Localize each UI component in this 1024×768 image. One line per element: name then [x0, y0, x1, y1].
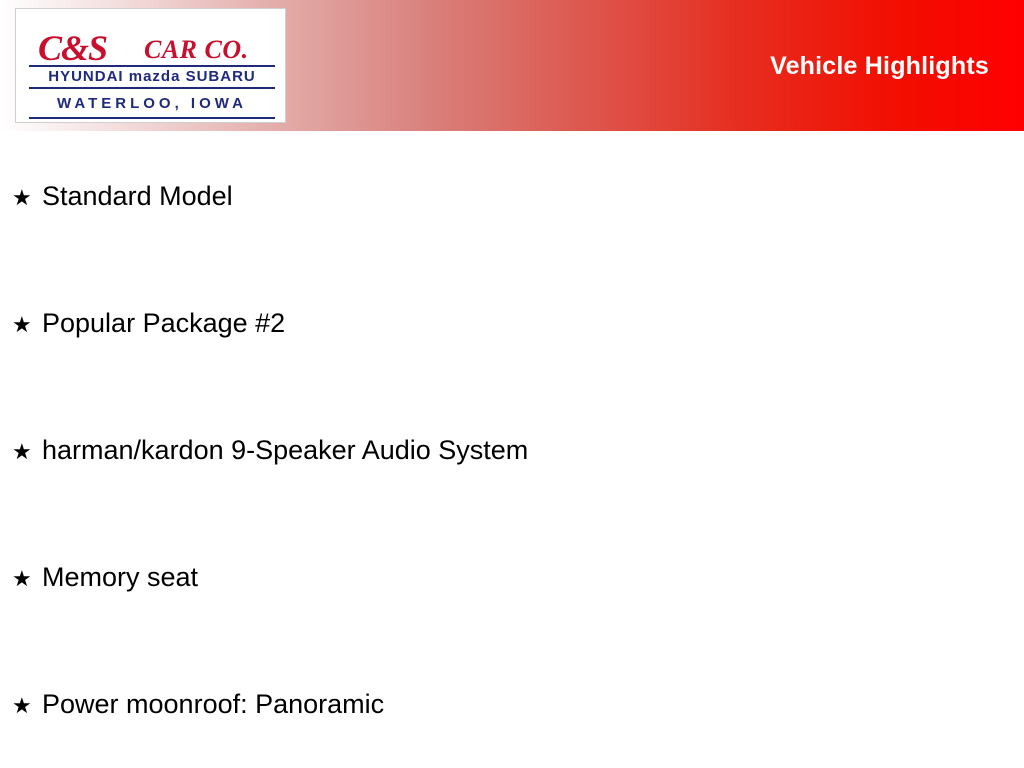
list-item-label: Popular Package #2: [42, 308, 286, 338]
list-item-label: harman/kardon 9-Speaker Audio System: [42, 435, 529, 465]
list-item: [12, 557, 198, 597]
list-item: [12, 303, 285, 343]
logo-name-sub: CAR CO.: [144, 35, 249, 64]
logo-city: WATERLOO, IOWA: [57, 95, 247, 112]
logo-name-main: C&S: [38, 28, 108, 68]
list-item-label: Memory seat: [42, 562, 199, 592]
highlights-list: [0, 131, 1024, 768]
star-icon: ★: [12, 185, 32, 210]
logo-divider: [29, 117, 275, 119]
star-icon: ★: [12, 312, 32, 337]
list-item-label: Power moonroof: Panoramic: [42, 689, 385, 719]
logo-wordmark: [26, 27, 278, 68]
star-icon: ★: [12, 439, 32, 464]
star-icon: ★: [12, 566, 32, 591]
list-item: [12, 684, 384, 724]
list-item: [12, 430, 528, 470]
star-icon: ★: [12, 693, 32, 718]
header-banner: [0, 0, 1024, 131]
dealer-logo: [15, 8, 286, 123]
list-item: [12, 176, 233, 216]
page-title: Vehicle Highlights: [770, 52, 989, 80]
logo-brands: HYUNDAI mazda SUBARU: [29, 65, 275, 89]
list-item-label: Standard Model: [42, 181, 233, 211]
